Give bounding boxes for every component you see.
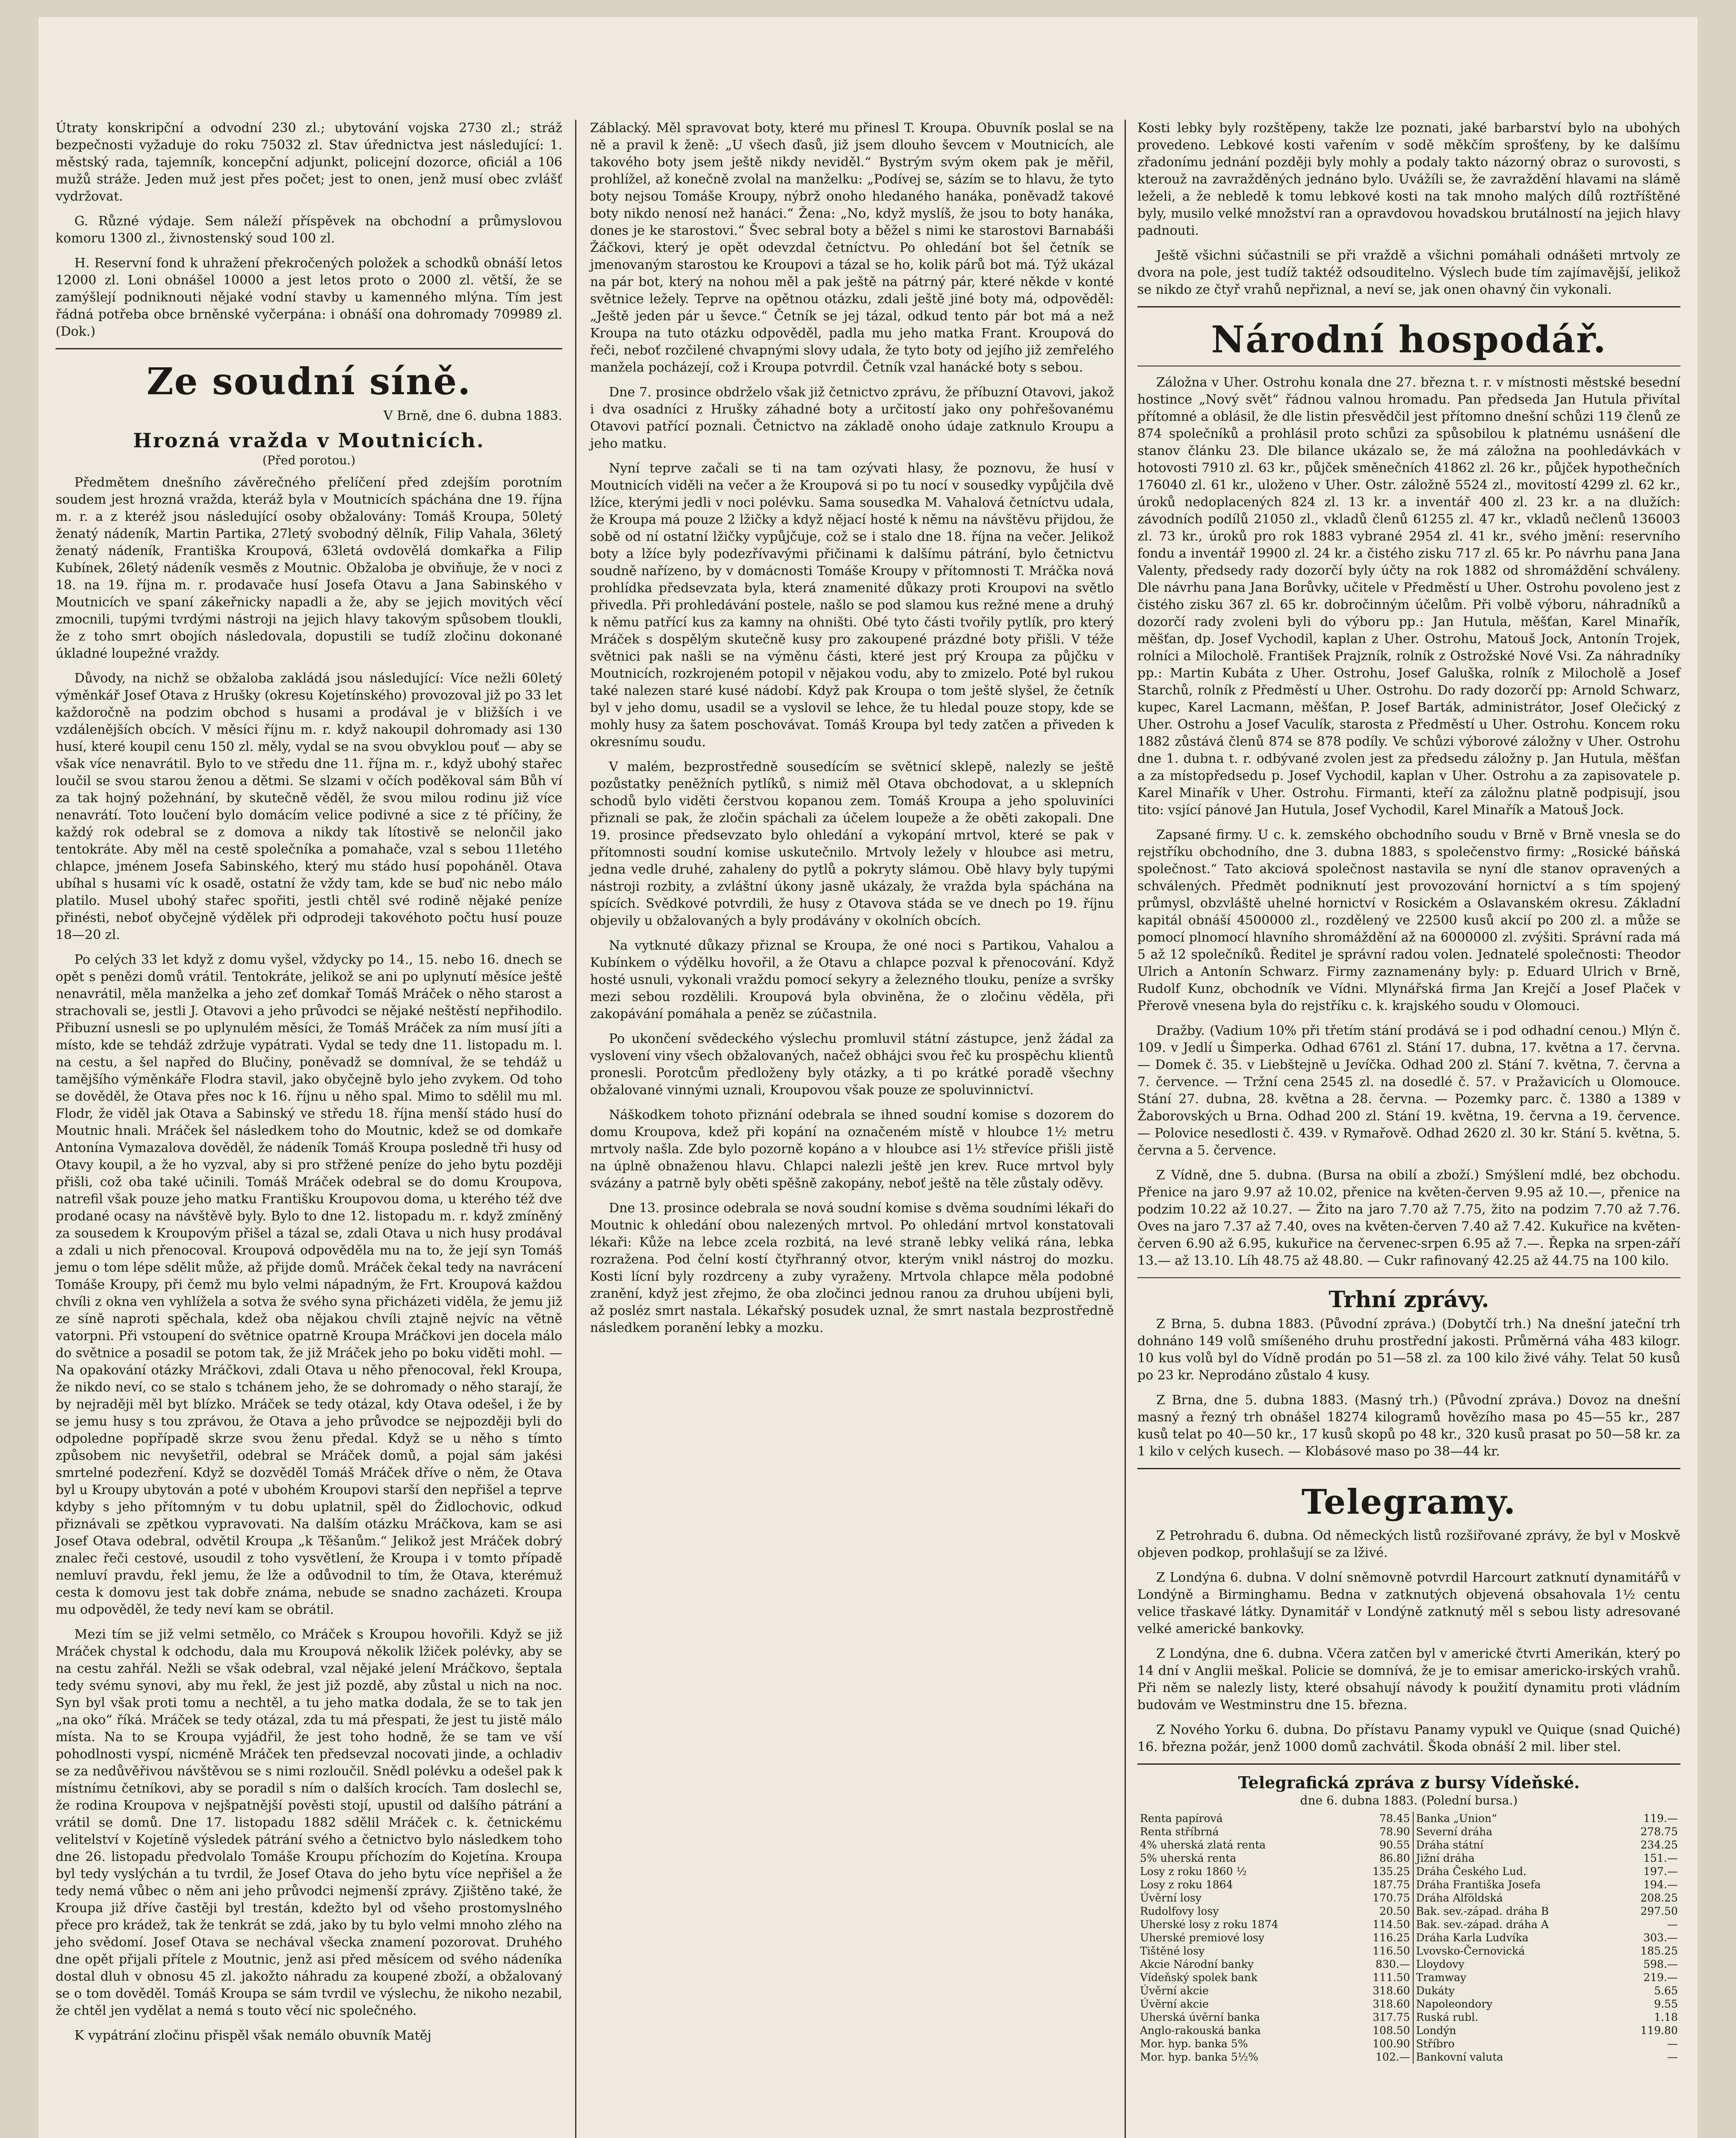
bourse-security-name: Severní dráha [1413,1825,1624,1838]
column-rule [575,120,576,2138]
right-column [1137,120,1680,2064]
bourse-security-name: Losy z roku 1860 ½ [1140,1865,1247,1878]
newspaper-page [38,17,1698,2138]
article-paragraph: Nyní teprve začali se ti na tam ozývati hlasy, že poznovu, že husí v Moutnicích viděli na večer a že Kroupová si po tu nocí v sousedky vypůjčila dvě lžíce, kterými jedli v noci polévku. Sama sousedka M. Vahalová četníctvu udala, že Kroupa má pouze 2 lžičky a když nějací hosté k němu na návštěvu přijdou, že sobě od ní ostatní lžičky vypůjčuje, což se i stalo dne 18. října na večer. Jelikož boty a lžíce byly podezřívavými přičinami k dalšímu pátrání, bylo četnictvu soudně nařízeno, by v domácnosti Tomáše Kroupy v přítomnosti T. Mráčka nová prohlídka předsevzata byla, která znamenité důkazy proti Kroupovi na světlo přivedla. Při prohledávání postele, našlo se pod slamou kus režné mene a druhý k němu patřící kus za kamny na ohništi. Obé tyto části tvořily pytlík, pro který Mráček s dospělým skutečně kusy pro zakoupené prázdné boty přišli. V téže světnici pak našli se na výměnu části, které jest prý Kroupa za půjčku v Moutnicích, rozkrojeném potopil v nějakou vodu, aby to zmizelo. Poté byl rukou také nalezen staré kusé nádobí. Když pak Kroupa o tom ještě slyšel, že četník byl v jeho domu, usadil se a vyslovil se lehce, že tu hledal pouze stopy, kde se mohly husy za šatem poschovávat. Tomáš Kroupa byl tedy zatčen a přiveden k okresnímu soudu. [590,461,1114,750]
bourse-security-name: Bankovní valuta [1413,2050,1624,2064]
section-divider [1137,1277,1680,1278]
bourse-row [1137,1997,1680,2011]
bourse-price: 219.— [1643,1971,1678,1984]
bourse-security-name: Dráha Františka Josefa [1413,1878,1624,1891]
bourse-row [1137,1905,1680,1918]
bourse-price: 598.— [1643,1958,1678,1970]
market-title: Trhní zprávy. [1329,1287,1489,1313]
market-paragraph: Z Brna, dne 5. dubna 1883. (Masný trh.) (Původní zpráva.) Dovoz na dnešní masný a řezný trh obnášel 18274 kilogramů hovězího masa po 45—55 kr., 287 kusů telat po 40—50 kr., 17 kusů skopů po 48 kr., 320 kusů prasat po 50—58 kr. za 1 kilo v celých kusech. — Klobásové maso po 38—44 kr. [1137,1393,1680,1459]
budget-paragraph: Útraty konskripční a odvodní 230 zl.; ubytování vojska 2730 zl.; stráž bezpečnosti vyžaduje do roku 75032 zl. Stav úřednictva jest následující: 1. městský rada, tajemník, koncepční adjunkt, policejní dozorce, oficiál a 106 mužů stráže. Jeden muž jest přes počet; jest to onen, jenž musí obec zvlášť vydržovat. [56,121,562,204]
telegram-item: Z Petrohradu 6. dubna. Od německých listů rozšiřované zprávy, že byl v Moskvě objeven podkop, prohlašují se za lživé. [1137,1528,1680,1560]
bourse-price: 111.50 [1373,1971,1410,1984]
bourse-price: 318.60 [1373,1984,1410,1997]
bourse-security-name: Úvěrní losy [1140,1892,1202,1904]
article-paragraph: K vypátrání zločinu přispěl však nemálo obuvník Matěj [74,2028,431,2043]
economy-paragraph: Z Vídně, dne 5. dubna. (Bursa na obilí a zboží.) Smýšlení mdlé, bez obchodu. Přenice na jaro 9.97 až 10.02, přenice na květen-červen 9.95 až 10.—, přenice na podzim 10.22 až 10.27. — Žito na jaro 7.70 až 7.75, žito na podzim 7.70 až 7.76. Oves na jaro 7.37 až 7.40, oves na květen-červen 7.40 až 7.42. Kukuřice na květen-červen 6.90 až 6.95, kukuřice na červenec-srpen 6.95 až 7.—. Řepka na srpen-září 13.— až 13.10. Líh 48.75 až 48.80. — Cukr rafinovaný 42.25 až 44.75 na 100 kilo. [1137,1168,1680,1268]
bourse-row [1137,1812,1680,1825]
telegram-item: Z Londýna, dne 6. dubna. Včera zatčen byl v americké čtvrti Amerikán, který po 14 dní v Anglii meškal. Policie se domnívá, že je to emisar americko-irských vrahů. Při něm se nalezly listy, které obsahují návody k použití dynamitu proti vládním budovám ve Westminstru dne 15. března. [1137,1646,1680,1713]
bourse-security-name: Anglo-rakouská banka [1140,2024,1261,2037]
bourse-security-name: Lvovsko-Černovická [1413,1944,1624,1958]
bourse-price: 185.25 [1640,1945,1678,1957]
bourse-price: 830.— [1375,1958,1410,1970]
article-paragraph: Předmětem dnešního závěrečného přelíčení před zdejším porotním soudem jest hrozná vražda, kteráž byla v Moutnicích spáchána dne 19. října m. r. a z kteréž jsou následující osoby obžalovány: Tomáš Kroupa, 50letý ženatý nádeník, Martin Partika, 27letý svobodný dělník, Filip Vahala, 36letý ženatý nádeník, Františka Kroupová, 63letá ovdovělá domkařka a Filip Kubínek, 26letý nádeník vesměs z Moutnic. Obžaloba je obviňuje, že v noci z 18. na 19. října m. r. prodavače husí Josefa Otavu a Jana Sabinského v Moutnicích ve spaní zákeřnicky napadli a že, aby se jejich movitých věcí zmocnili, tupými tvrdými nástroji na jejich hlavy takovým spůsobem tloukli, že z toho smrt obojích následovala, dopustili se tudíž zločinu dokonané úkladné loupežné vraždy. [56,475,562,661]
bourse-price: 208.25 [1640,1892,1678,1904]
bourse-security-name: Mor. hyp. banka 5% [1140,2038,1248,2050]
bourse-price: 318.60 [1373,1998,1410,2010]
bourse-security-name: Tramway [1413,1971,1624,1984]
bourse-row [1137,1918,1680,1931]
bourse-title: Telegrafická zpráva z bursy Vídeňské. [1238,1773,1580,1792]
article-paragraph: Mezi tím se již velmi setmělo, co Mráček s Kroupou hovořili. Když se již Mráček chystal k odchodu, dala mu Kroupová několik lžiček polévky, aby se na cestu zahřál. Nežli se však odebral, vzal nějaké jelení Mráčkovo, šeptala tedy svému synovi, aby mu řekl, že jest již pozdě, aby zůstal u nich na noc. Syn byl však proti tomu a nechtěl, a tu jeho matka dodala, že se to tak jen „na oko“ říká. Mráček se tedy otázal, zda tu má přespati, že jest tu jistě málo místa. Na to se Kroupa vyjádřil, že jest toho hodně, že se tam ve vší pohodlnosti vyspí, nicméně Mráček ten předsevzal nocovati jinde, a ochladiv se za nedůvěřivou návštěvou se s nimi rozloučil. Snědl polévku a odešel pak k místnímu četníkovi, aby se poradil s ním o dalších krocích. Tam doslechl se, že rodina Kroupova v nejšpatnější pověsti stojí, upustil od dalšího pátrání a vrátil se domů. Dne 17. listopadu 1882 sdělil Mráček c. k. četnickému velitelství v Kojetíně výsledek pátrání svého a četnictvo bylo následkem toho dne 26. listopadu předvolalo Tomáše Kroupu příchozím do Kojetína. Kroupa byl tedy vyslýchán a tu tvrdil, že Josef Otava do jeho bytu více nepřišel a že tedy nemá vůbec o něm ani jeho průvodci nejmenší zprávy. Zjištěno také, že Kroupa již dříve častěji byl trestán, kdežto byl od všeho prostomyslného přece pro krádež, tak že tenkrát se zdá, jako by tu bylo velmi mnoho zlého na jeho svědomí. Josef Otava se nechával všecka znamení pozorovat. Druhého dne opět přijali přítele z Moutnic, jenž asi před měsícem od svého nádeníka dostal dluh v obnosu 45 zl. jakožto náhradu za koupené zboží, a obžalovaný se o tom dověděl. Tomáš Kroupa se sám tvrdil ve výslechu, že nikoho nezabil, že chtěl jen vydělat a nemá s touto věcí nic společného. [56,1627,562,2018]
bourse-price: 116.50 [1373,1945,1410,1957]
bourse-price: 317.75 [1373,2011,1410,2023]
left-column [56,120,562,2052]
middle-column [590,120,1114,1344]
bourse-price: 116.25 [1373,1931,1410,1944]
article-paragraph: Záblacký. Měl spravovat boty, které mu přinesl T. Kroupa. Obuvník poslal se na ně a pravil k ženě: „U všech ďasů, již jsem dlouho ševcem v Moutnicích, ale takového boty jsem ještě nikdy neviděl.“ Bystrým svým okem pak je měřil, prohlížel, až konečně zvolal na manželku: „Podívej se, sázím se to hlavu, že tyto boty nejsou Tomáše Kroupy, nýbrž onoho hledaného hanáka, poněvadž takové boty nikdo nenosí než hanáci.“ Žena: „No, když myslíš, že jsou to boty hanáka, dones je ke starostovi.“ Švec sebral boty a běžel s nimi ke starostovi Barnabáši Žáčkovi, který je opět odevzdal četníctvu. Po ohledání bot šel četník se jmenovaným starostou ke Kroupovi a tázal se ho, kolik párů bot má. Týž ukázal na pár bot, který na nohou měl a pak ještě na pátrný pár, které někde v konté světnice ležely. Teprve na opětnou otázku, zdali ještě jiné boty má, odpověděl: „Ještě jeden pár u ševce.“ Četník se jej tázal, odkud tento pár bot má a než Kroupa na tuto otázku odpověděl, padla mu jeho matka Frant. Kroupová do řeči, neboť rozčilené chvapnými slovy udala, že tyto boty od jejího již zemřelého manžela pocházejí, což i Kroupa potvrdil. Četník vzal hanácké boty s sebou. [590,121,1114,375]
bourse-row [1137,1891,1680,1905]
bourse-row [1137,1984,1680,1997]
bourse-price: 303.— [1643,1931,1678,1944]
telegram-item: Z Londýna 6. dubna. V dolní sněmovně potvrdil Harcourt zatknutí dynamitářů v Londýně a Birminghamu. Bedna v zatknutých objevená obsahovala 1½ centu velice třaskavé látky. Dynamitář v Londýně zatknutý měl s sebou listy adresované velké americké bankovky. [1137,1570,1680,1636]
bourse-row [1137,1971,1680,1984]
budget-paragraph: G. Různé výdaje. Sem náleží příspěvek na obchodní a průmyslovou komoru 1300 zl., živnostenský soud 100 zl. [56,214,562,246]
section-divider [1137,1468,1680,1469]
bourse-price: 78.90 [1379,1825,1410,1838]
economy-paragraph: Dražby. (Vadium 10% při třetím stání prodává se i pod odhadní cenou.) Mlýn č. 109. v Jedlí u Šimperka. Odhad 6761 zl. Stání 17. dubna, 17. května a 17. června. — Domek č. 35. v Liebštejně u Jevíčka. Odhad 200 zl. Stání 7. května, 7. června a 7. července. — Tržní cena 2545 zl. na dosedlé č. 57. v Pražavicích u Olomouce. Stání 27. dubna, 28. května a 28. června. — Pozemky parc. č. 1380 a 1389 v Žaborovských u Brna. Odhad 200 zl. Stání 19. května, 19. června a 19. července. — Polovice nesedlosti č. 439. v Rymařově. Odhad 2620 zl. 30 kr. Stání 5. května, 5. června a 5. července. [1137,1023,1680,1158]
article-paragraph: Náškodkem tohoto přiznání odebrala se ihned soudní komise s dozorem do domu Kroupova, kdež při kopání na označeném místě v hloubce 1½ metru mrtvoly našla. Zde bylo pozorně kopáno a v hloubce asi 1½ střevíce přišli jistě na úplně obnaženou hlavu. Chlapci nalezli ještě jen krev. Ruce mrtvol byly svázány a patrně byly oběti spěšně zakopány, neboť ještě na těle zůstaly oděvy. [590,1107,1114,1191]
article-paragraph: Kosti lebky byly rozštěpeny, takže lze poznati, jaké barbarství bylo na ubohých provedeno. Lebkové kosti vařením v sodě měkčím sprošťeny, by ke dalšímu zřadonímu jednání později byly mohly a podaly takto názorný obraz o surovosti, s kterouž na zavražděných jednáno bylo. Uvážíli se, že zavraždění hlavami na slámě leželi, a že nebledě k tomu lebkové kosti na tak mnoho malých dílů roztříštěné byly, musilo velké množství ran a opravdovou hovadskou brutálností na jejich hlavy padnouti. [1137,121,1680,238]
section-title-economy: Národní hospodář. [1211,318,1607,361]
section-divider [1137,306,1680,307]
bourse-security-name: Banka „Union“ [1413,1812,1624,1825]
bourse-security-name: Uherské premiové losy [1140,1931,1265,1944]
bourse-security-name: Rudolfovy losy [1140,1905,1219,1917]
bourse-security-name: 5% uherská renta [1140,1852,1237,1864]
bourse-security-name: Bak. sev.-západ. dráha B [1413,1905,1624,1918]
bourse-security-name: Renta stříbrná [1140,1825,1219,1838]
bourse-security-name: Renta papírová [1140,1812,1223,1825]
bourse-security-name: Losy z roku 1864 [1140,1878,1233,1891]
economy-paragraph: Zapsané firmy. U c. k. zemského obchodního soudu v Brně v Brně vnesla se do rejstříku obchodního, dne 3. dubna 1883, s společenstvo firmy: „Rosické báňská společnost.“ Tato akciová společnost nastavila se nyní dle stanov opravených a schválených. Předmět podniknutí jest provozování hornictví a s tím spojený průmysl, obzvláště uhelné hornictví v Rosickém a Oslavanském okresu. Základní kapitál obnáší 4500000 zl., rozdělený ve 22500 kusů akcií po 200 zl. a může se pomocí plnomocí hlavního shromáždění až na 6000000 zl. zvýšiti. Správní rada má 5 až 12 společníků. Ředitel je správní radou volen. Jednatelé společnosti: Theodor Ulrich a Antonín Schwarz. Firmy zaznamenány byly: p. Eduard Ulrich v Brně, Rudolf Kunz, obchodník ve Vídni. Mlynářská firma Jan Krejčí a Josef Plaček v Přerově vnesena byla do rejstříku c. k. krajského soudu v Olomouci. [1137,827,1680,1013]
bourse-security-name: Úvěrní akcie [1140,1998,1209,2010]
bourse-price: 114.50 [1373,1918,1410,1931]
article-paragraph: Důvody, na nichž se obžaloba zakládá jsou následující: Více nežli 60letý výměnkář Josef Otava z Hrušky (okresu Kojetínského) provozoval již po 33 let každoročně na podzim obchod s husami a prodával je v bližších i ve vzdálenějších obcích. V měsíci říjnu m. r. když nakoupil dohromady asi 130 husí, které koupil cenu 150 zl. měly, vydal se na svou obvyklou pouť — aby se však více nenavrátil. Bylo to ve středu dne 11. října m. r., když ubohý stařec loučil se svou starou ženou a dětmi. Se slzami v očích poděkoval sám Bůh ví za tak hojný požehnání, by skutečně věděl, že svou milou rodinu již více nenavrátí. Toto loučení bylo domácím velice podivné a sice z té příčiny, že každý rok odebral se z domova a nikdy tak lítostivě se nelončil jako tentokráte. Aby měl na cestě společníka a pomahače, vzal s sebou 11letého chlapce, jménem Josefa Sabinského, který mu stádo husí popoháněl. Otava ubíhal s husami víc k osadě, ostatní že vždy tam, kde se buď nic nebo málo platilo. Musel ubohý stařec spořiti, jestli chtěl své rodině nějaké peníze přinésti, neboť obyčejně výdělek při odprodeji takovéhoto počtu husí pouze 18—20 zl. [56,671,562,942]
bourse-security-name: Dráha státní [1413,1838,1624,1852]
bourse-security-name: Uherská úvěrní banka [1140,2011,1260,2023]
bourse-price: 297.50 [1640,1905,1678,1917]
bourse-security-name: Bak. sev.-západ. dráha A [1413,1918,1624,1931]
section-divider [56,348,562,349]
bourse-security-name: Dukáty [1413,1984,1624,1997]
bourse-price: — [1667,2038,1678,2050]
bourse-security-name: Tištěné losy [1140,1945,1205,1957]
bourse-price: — [1667,1918,1678,1931]
article-paragraph: V malém, bezprostředně sousedícím se světnicí sklepě, nalezly se ještě pozůstatky peněžních pytlíků, s nimiž měl Otava obchodovat, a u sklepních schodů bylo viděti čerstvou kopanou zem. Tomáš Kroupa a jeho spoluviníci přiznali se pak, že zločin spáchali za účelem loupeže a že oběti zakopali. Dne 19. prosince předsevzato bylo ohledání a vykopání mrtvol, které se pak v přítomnosti soudní komise uskutečnilo. Mrtvoly ležely v hloubce asi metru, jedna vedle druhé, zahaleny do pytlů a pokryty slámou. Obě hlavy byly tupými nástroji rozbity, a zvláštní úkony jasně ukázaly, že vražda byla spáchána na spících. Svědkové potvrdili, že husy z Otavova stáda se ve dnech po 19. říjnu objevily u obžalovaných a byly prodávány v okolních obcích. [590,759,1114,928]
bourse-security-name: Vídeňský spolek bank [1140,1971,1258,1984]
bourse-price: 234.25 [1640,1839,1678,1851]
telegram-title: Telegramy. [1301,1482,1517,1522]
bourse-price: 9.55 [1654,1998,1678,2010]
bourse-row [1137,1838,1680,1852]
article-paragraph: Dne 13. prosince odebrala se nová soudní komise s dvěma soudními lékaři do Moutnic k ohledání obou nalezených mrtvol. Po ohledání mrtvol konstatovali lékaři: Kůže na lebce zcela rozbitá, na levé straně lebky veliká rána, lebka rozražena. Pod čelní kostí čtyřhranný otvor, kterým vnikl nástroj do mozku. Kosti lícní byly rozdrceny a zuby vyraženy. Mrtvola chlapce měla podobné zranění, když jest zřejmo, že oba zločinci jednou ranou za druhou ubíjeni byli, až posléz smrt nastala. Lékařský posudek uznal, že smrt nastala bezprostředně následkem poranění lebky a mozku. [590,1201,1114,1335]
bourse-row [1137,1825,1680,1838]
bourse-price: 197.— [1643,1865,1678,1878]
bourse-price: 108.50 [1373,2024,1410,2037]
bourse-security-name: Jižní dráha [1413,1852,1624,1865]
budget-paragraph: H. Reservní fond k uhražení překročených položek a schodků obnáší letos 12000 zl. Loni obnášel 10000 a jest letos proto o 2000 zl. větší, že se zamýšlejí podniknouti nějaké vodní stavby u kamenného mlýna. Tím jest řádná potřeba obce brněnské vyčerpána: i obnáší ona dohromady 709989 zl. (Dok.) [56,256,562,339]
bourse-price: 78.45 [1379,1812,1410,1825]
bourse-row [1137,1958,1680,1971]
bourse-price: 86.80 [1379,1852,1410,1864]
bourse-price: 102.— [1375,2051,1410,2063]
bourse-price: 151.— [1643,1852,1678,1864]
bourse-row [1137,1931,1680,1944]
bourse-price: 119.80 [1640,2024,1678,2037]
bourse-security-name: Dráha Českého Lud. [1413,1865,1624,1878]
bourse-security-name: Lloydovy [1413,1958,1624,1971]
bourse-security-name: Mor. hyp. banka 5½% [1140,2051,1258,2063]
bourse-security-name: Napoleondory [1413,1997,1624,2011]
article-paragraph: Na vytknuté důkazy přiznal se Kroupa, že oné noci s Partikou, Vahalou a Kubínkem o výdělku hovořil, a že Otavu a chlapce pozval k přenocování. Když hosté usnuli, vykonali vraždu pomocí sekyry a železného tlouku, peníze a svršky mezi sebou rozdělili. Kroupová byla obviněna, že o zločinu věděla, při zakopávání pomáhala a peněz se zúčastnila. [590,938,1114,1022]
section-title-court: Ze soudní síně. [146,360,472,403]
bourse-price: 187.75 [1373,1878,1410,1891]
bourse-security-name: Ruská rubl. [1413,2011,1624,2024]
bourse-row [1137,2024,1680,2037]
bourse-security-name: Dráha Karla Ludvíka [1413,1931,1624,1944]
bourse-date: dne 6. dubna 1883. (Polední bursa.) [1300,1793,1518,1807]
bourse-security-name: Dráha Alföldská [1413,1891,1624,1905]
bourse-price: 1.18 [1654,2011,1678,2023]
article-paragraph: Po ukončení svědeckého výslechu promluvil státní zástupce, jenž žádal za vyslovení viny všech obžalovaných, načež obhájci svou řeč ku prospěchu klientů pronesli. Porotcům předloženy byly otázky, a ti po krátké poradě všechny obžalované vinnými uznali, Kroupovou však pouze ze spoluvinnictví. [590,1031,1114,1098]
bourse-row [1137,2050,1680,2064]
article-subheadline: (Před porotou.) [262,453,356,467]
bourse-row [1137,2011,1680,2024]
bourse-row [1137,2037,1680,2050]
bourse-row [1137,1865,1680,1878]
telegram-item: Z Nového Yorku 6. dubna. Do přístavu Panamy vypukl ve Quique (snad Quiché) 16. března požár, jenž 1000 domů zachvátil. Škoda obnáší 2 mil. liber stel. [1137,1722,1680,1754]
bourse-row [1137,1852,1680,1865]
bourse-price: 100.90 [1373,2038,1410,2050]
bourse-security-name: Stříbro [1413,2037,1624,2050]
bourse-row [1137,1878,1680,1891]
bourse-price: 20.50 [1379,1905,1410,1917]
bourse-price: — [1667,2051,1678,2063]
bourse-price: 170.75 [1373,1892,1410,1904]
bourse-price: 90.55 [1379,1839,1410,1851]
article-paragraph: Dne 7. prosince obdrželo však již četnictvo zprávu, že příbuzní Otavovi, jakož i dva osadníci z Hrušky záhadné boty a určitostí jako ony pohřešovanému Otavovi patřící poznali. Četnictvo na základě onoho údaje zatknulo Kroupu a jeho matku. [590,385,1114,451]
bourse-table [1137,1812,1680,2064]
bourse-security-name: Londýn [1413,2024,1624,2037]
economy-paragraph: Záložna v Uher. Ostrohu konala dne 27. března t. r. v místnosti městské besední hostince „Nový svět“ řádnou valnou hromadu. Pan předseda Jan Hutula přivítal přítomné a oblásil, že dle listin přesvědčil jest přítomno dnešní schůzi 119 členů ze 874 společníků a prohlásil proto schůzi za spůsobilou k platnému usnášení dle stanov článku 23. Dle bilance ukázalo se, že má záložna na poohledávkách v hotovosti 7910 zl. 63 kr., půjček směnečních 41862 zl. 26 kr., půjček hypothečních 176040 zl. 61 kr., uloženo v Uher. Ostr. záložně 5524 zl., movitostí 4299 zl. 62 kr., úroků nedoplacených 824 zl. 13 kr. a inventář 400 zl. 23 kr. a na dlužích: závodních podílů 21050 zl., vkladů členů 61255 zl. 47 kr., vkladů nečlenů 136003 zl. 73 kr., úroků pro rok 1883 vybrané 2954 zl. 41 kr., svého jmění: reservního fondu a inventář 19900 zl. 24 kr. a čistého zisku 717 zl. 65 kr. Po návrhu pana Jana Valenty, předsedy rady dozorčí byly účty na rok 1882 od shromáždění schváleny. Dle návrhu pana Jana Borůvky, učitele v Předměstí u Uher. Ostrohu povoleno jest z čistého zisku 367 zl. 65 kr. dobročinným účelům. Při volbě výboru, náhradníků a dozorčí rady zvoleni byli do výboru pp.: Jan Hutula, měšťan, Karel Minařík, měšťan, dp. Josef Vychodil, kaplan z Uher. Ostrohu, Matouš Jock, Antonín Trojek, rolníci a Milocholě. František Prajzník, rolník z Ostrožské Nové Vsi. Za náhradníky pp.: Martin Kubáta z Uher. Ostrohu, Josef Galuška, rolník z Milocholě a Josef Starchů, rolník z Předměstí u Uher. Ostrohu. Do rady dozorčí pp: Arnold Schwarz, kupec, Karel Lacmann, měšťan, P. Josef Barták, administrátor, Josef Olečický z Uher. Ostrohu a Josef Vaculík, starosta z Předměstí u Uher. Ostrohu. Koncem roku 1882 zůstává členů 874 se 878 podíly. Ve schůzi výborové záložny v Uher. Ostrohu dne 1. dubna t. r. odbývané zvolen jest za předsedu záložny p. Jan Hutula, měšťan a za místopředsedu p. Josef Vychodil, kaplan v Uher. Ostrohu a za zapisovatele p. Karel Minařík v Uher. Ostrohu. Firmanti, kteří za záložnu platně podpisují, jsou tito: vsjící pánové Jan Hutula, Josef Vychodil, Karel Minařík a Matouš Jock. [1137,375,1680,818]
bourse-price: 278.75 [1640,1825,1678,1838]
article-paragraph: Po celých 33 let když z domu vyšel, vždycky po 14., 15. nebo 16. dnech se opět s penězi domů vrátil. Tentokráte, jelikož se ani po uplynutí měsíce ještě nenavrátil, měla manželka a jeho zeť domkař Tomáš Mráček o něho starost a strachovali se, jestli J. Otavovi a jeho průvodci se nějaké neštěstí nepřihodilo. Přibuzní usnesli se po uplynulém měsíci, že Tomáš Mráček za ním musí jíti a místo, kde se tehdáž zdržuje vypátrati. Vydal se tedy dne 11. listopadu m. l. na cestu, a šel napřed do Blučiny, poněvadž se domníval, že se tehdáž u tamějšího výměnkáře Flodra stavil, jako obyčejně bylo jeho zvykem. Od toho se dověděl, že Otava přes noc k 16. říjnu u něho spal. Mimo to sdělil mu ml. Flodr, že viděl jak Otava a Sabinský ve středu 18. října menší stádo husí do Moutnic hnali. Mráček šel následkem toho do Moutnic, kdež se od domkaře Antonína Vymazalova dověděl, že nádeník Tomáš Kroupa posledně tři husy od Otavy koupil, a že ho vyzval, aby si pro střžené peníze do jeho bytu později přišli, což oba také učinili. Tomáš Mráček odebral se do domu Kroupova, natrefil však pouze jeho matku Františku Kroupovou doma, u kterého též dve prodané ocasy na návštěvě byly. Bylo to dne 12. listopadu m. r. když zmíněný za sousedem k Kroupovým přišel a tázal se, zdali Otava u nich husy prodával a zdali u nich přenocoval. Kroupová odpověděla mu na to, že její syn Tomáš jemu o tom lépe sdělit může, až přijde domů. Mráček čekal tedy na navrácení Tomáše Kroupy, při čemž mu bylo velmi nápadným, že Frt. Kroupová každou chvíli z okna ven vyhlížela a sotva že svého syna přicházeti viděla, že jemu již ze síně naproti spěchala, kdež oba nějakou chvíli ztajně nejvíc na větně vatorpni. Při vstoupení do světnice opatrně Kroupa Mráčkovi jen docela málo do světnice a posadil se potom tak, že již Mráček jeho po boku viděti mohl. — Na opakování otázky Mráčkovi, zdali Otava u něho přenocoval, řekl Kroupa, že nikdo neví, co se stalo s tchánem jeho, že se dohromady o něho starají, že by nejraději měl byt blízko. Mráček se tedy otázal, kdy Otava odešel, i že by se jemu husy s tou zprávou, že Otava a jeho průvodce se nejpozději byli do odpoledne popřípadě skrze svou ženu předal. Když se u něho s tímto způsobem nic nevyšetřil, odebral se Mráček domů, a pojal sám jakési smrtelné podezření. Když se dozvěděl Tomáš Mráček dříve o něm, že Otava byl u Kroupy ubytován a poté v ubohém Kroupovi starší den nepřišel a teprve kdyby s jeho přítomným v tu dobu uplatnil, spěl do Židlochovic, odkud přiznávali se zpětkou vypravovati. Na dalším otázku Mráčkova, kam se asi Josef Otava odebral, odvětil Kroupa „k Těšanům.“ Jelikož jest Mráček dobrý znalec řeči cestové, usoudil z toho vysvětlení, že Kroupa i v tomto případě nemluví pravdu, řekl jemu, že lže a odůvodnil to tím, že Otava, kterémuž cesta k domovu jest tak dobře známa, nebude se snadno zacházeti. Kroupa mu odpověděl, že tedy neví kam se obrátil. [56,952,562,1617]
dateline: V Brně, dne 6. dubna 1883. [383,408,562,423]
bourse-row [1137,1944,1680,1958]
bourse-price: 119.— [1643,1812,1678,1825]
bourse-price: 194.— [1643,1878,1678,1891]
bourse-security-name: 4% uherská zlatá renta [1140,1839,1266,1851]
article-paragraph: Ještě všichni súčastnili se při vraždě a všichni pomáhali odnášeti mrtvoly ze dvora na pole, jest tudíž taktéž odsouditelno. Výslech bude tím zajímavější, jelikož se nikdo ze čtyř vrahů nepřiznal, a neví se, jak onen ohavný čin vykonali. [1137,248,1680,297]
bourse-security-name: Uherské losy z roku 1874 [1140,1918,1278,1931]
section-divider [1137,1763,1680,1765]
bourse-price: 5.65 [1654,1984,1678,1997]
bourse-security-name: Úvěrní akcie [1140,1984,1209,1997]
column-rule [1125,120,1126,2138]
market-paragraph: Z Brna, 5. dubna 1883. (Původní zpráva.) (Dobytčí trh.) Na dnešní jateční trh dohnáno 149 volů smíšeného druhu prostřední jakosti. Průměrná váha 483 kilogr. 10 kus volů byl do Vídně prodán po 51—58 zl. za 100 kilo živé váhy. Telat 50 kusů po 23 kr. Neprodáno zůstalo 4 kusy. [1137,1317,1680,1383]
article-headline: Hrozná vražda v Moutnicích. [133,429,485,452]
bourse-price: 135.25 [1373,1865,1410,1878]
bourse-security-name: Akcie Národní banky [1140,1958,1254,1970]
